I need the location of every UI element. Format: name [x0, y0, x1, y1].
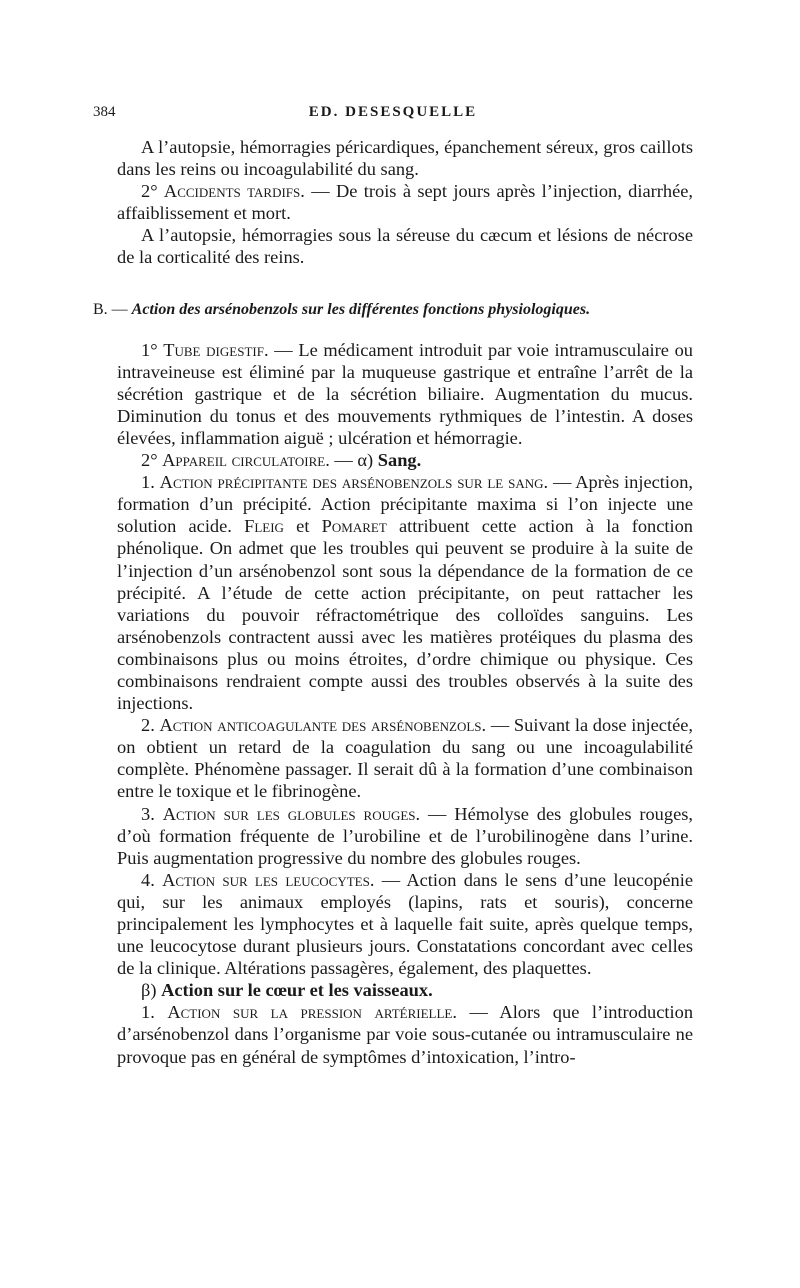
author-name: Pomaret [321, 516, 387, 537]
paragraph-autopsy-1: A l’autopsie, hémorragies péricardiques, épanchement séreux, gros caillots dans les reins ou incoagulabilité du sang. [117, 137, 693, 180]
item-number: 2° [141, 181, 164, 202]
item-title: Action sur les globules rouges. [162, 803, 421, 824]
section-title: Action des arsénobenzols sur les différentes fonctions physiologiques. [131, 300, 591, 318]
item-text: — Action dans le sens d’une leucopénie qui, sur les animaux employés (lapins, rats et souris), concerne principalement les lymphocytes et à laquelle fait suite, après quelque temps, une leucocytose durant plusieurs jours. Constatations concordant avec celles de la clinique. Altérations passagères, également, des plaquettes. [117, 869, 693, 979]
item-title: Action précipitante des arsénobenzols sur le sang. [159, 472, 549, 493]
item-number: β) [141, 980, 162, 1001]
item-title: Action anticoagulante des arsénobenzols. [159, 715, 487, 736]
item-text: — De trois à sept jours après l’injection, diarrhée, affaiblissement et mort. [117, 181, 694, 224]
item-text: — Après injection, formation d’un précipité. Action précipitante maxima si l’on injecte une solution acide. [117, 472, 693, 537]
item-text: — Le médicament introduit par voie intramusculaire ou intraveineuse est éliminé par la muqueuse gastrique et entraîne l’arrêt de la sécrétion gastrique et de la sécrétion biliaire. Augmentation du mucus. Diminution du tonus et des mouvements rythmiques de l’intestin. A doses élevées, inflammation aiguë ; ulcération et hémorragie. [117, 339, 694, 448]
author-name: Fleig [244, 516, 284, 537]
running-head: ED. DESESQUELLE [308, 104, 478, 120]
paragraph-anticoagulant-action [117, 714, 693, 802]
item-title: Accidents tardifs. [163, 181, 305, 202]
item-text: — Alors que l’introduction d’arsénobenzol dans l’organisme par voie sous-cutanée ou intramusculaire ne provoque pas en général de symptômes d’intoxication, l’intro- [117, 1002, 694, 1067]
item-title: Tube digestif. [163, 339, 269, 360]
page-body [93, 136, 694, 1068]
item-number: 2° [141, 450, 163, 471]
paragraph-circulatory [117, 449, 693, 471]
item-text: — Suivant la dose injectée, on obtient un retard de la coagulation du sang ou une incoagulabilité complète. Phénomène passager. Il serait dû à la formation d’une combinaison entre le toxique et le fibrinogène. [117, 715, 693, 802]
item-number: 1. [141, 472, 160, 493]
paragraph-red-cells [117, 803, 693, 869]
item-dash: — α) [329, 450, 378, 471]
paragraph-arterial-pressure [117, 1001, 693, 1067]
item-number: 4. [141, 869, 163, 890]
paragraph-heart-vessels [117, 979, 693, 1001]
section-letter: B. — [93, 300, 132, 318]
item-title: Action sur les leucocytes. [162, 869, 375, 890]
subheading-blood: Sang. [377, 450, 422, 471]
paragraph-precipitating-action [117, 471, 693, 714]
page-number: 384 [93, 104, 116, 120]
item-text: — Hémolyse des globules rouges, d’où formation fréquente de l’urobiline et de l’urobilinogène dans l’urine. Puis augmentation progressive du nombre des globules rouges. [117, 803, 693, 868]
item-number: 1. [141, 1002, 168, 1023]
paragraph-digestive-tract [117, 339, 693, 449]
paragraph-autopsy-2: A l’autopsie, hémorragies sous la séreuse du cæcum et lésions de nécrose de la corticalité des reins. [117, 225, 693, 268]
section-heading-b [93, 299, 693, 321]
item-number: 2. [141, 715, 160, 736]
page-header [93, 104, 693, 128]
subheading-heart: Action sur le cœur et les vaisseaux. [161, 980, 433, 1001]
item-title: Action sur la pression artérielle. [167, 1002, 457, 1023]
item-title: Appareil circulatoire. [162, 450, 330, 471]
item-number: 1° [141, 339, 164, 360]
paragraph-leucocytes [117, 869, 693, 979]
item-number: 3. [141, 803, 163, 824]
item-text: attribuent cette action à la fonction phénolique. On admet que les troubles qui peuvent se produire à la suite de l’injection d’un arsénobenzol sont sous la dépendance de la formation de ce précipité. A l’étude de cette action précipitante, on peut rattacher les variations du pouvoir réfractométrique des colloïdes sanguins. Les arsénobenzols contractent aussi avec les matières protéiques du plasma des combinaisons plus ou moins étroites, d’ordre chimique ou physique. Ces combinaisons rendraient compte aussi des troubles observés à la suite des injections. [117, 516, 693, 714]
item-text: et [283, 516, 322, 537]
paragraph-late-accidents [117, 180, 693, 224]
